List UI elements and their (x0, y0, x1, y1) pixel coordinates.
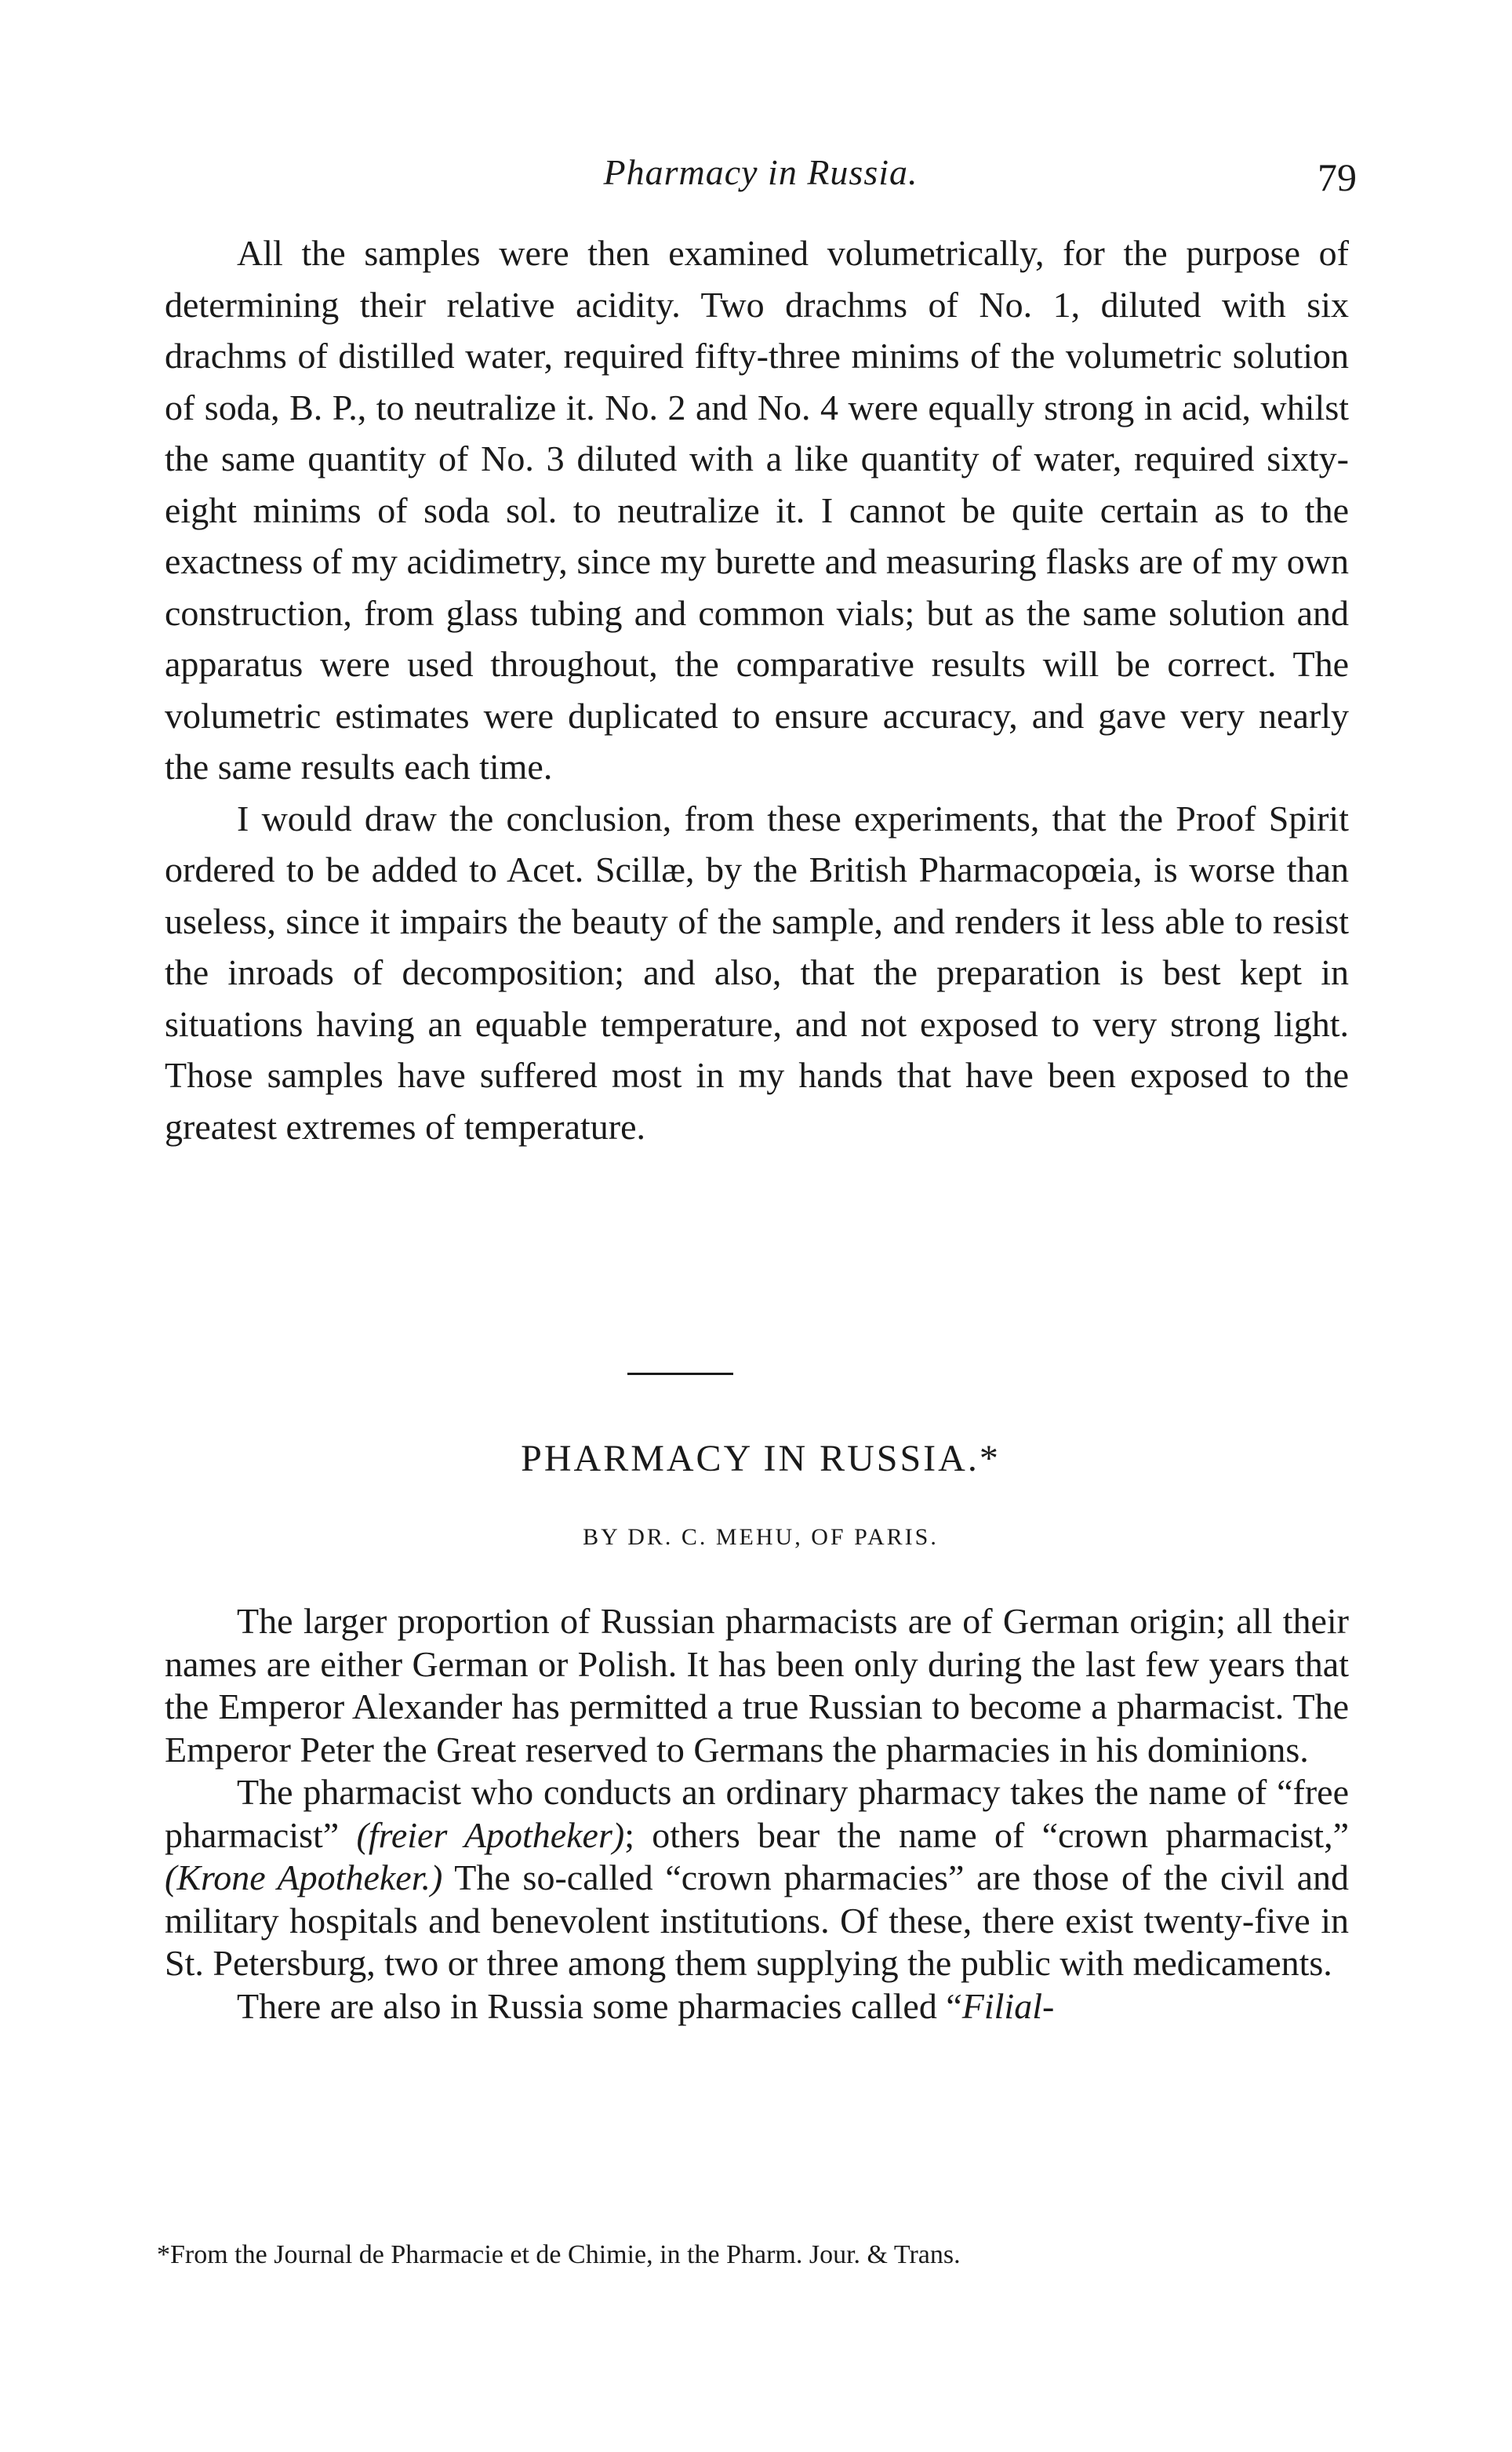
footnote: *From the Journal de Pharmacie et de Chimie, in the Pharm. Jour. & Trans. (157, 2240, 961, 2269)
article-body (165, 1600, 1349, 2028)
article-byline: BY DR. C. MEHU, OF PARIS. (583, 1524, 939, 1550)
running-head (165, 141, 1357, 204)
p3-filial: Filial- (961, 1985, 1055, 2026)
p2-text-c: ; others bear the name of “crown pharmacist,” (624, 1814, 1349, 1855)
paragraph-crown-pharmacies (165, 1771, 1349, 1985)
paragraph-acidity: All the samples were then examined volumetrically, for the purpose of determining their relative acidity. Two drachms of No. 1, diluted with six drachms of distilled water, required fifty-three minims of the volumetric solution of soda, B. P., to neutralize it. No. 2 and No. 4 were equally strong in acid, whilst the same quantity of No. 3 diluted with a like quantity of water, required sixty-eight minims of soda sol. to neutralize it. I cannot be quite certain as to the exactness of my acidimetry, since my burette and measuring flasks are of my own construction, from glass tubing and common vials; but as the same solution and apparatus were used throughout, the comparative results will be correct. The volumetric estimates were duplicated to ensure accuracy, and gave very nearly the same results each time. (165, 233, 1349, 787)
section-divider (627, 1373, 733, 1375)
p2-text-a: The pharmacist who conducts an ordinary pharmacy takes the name of “free pharmacist” (165, 1772, 1349, 1855)
upper-text-block (165, 227, 1349, 1152)
article-title: PHARMACY IN RUSSIA.* (521, 1438, 1001, 1479)
p2-freier-apotheker: (freier Apotheker) (356, 1814, 625, 1855)
running-title: Pharmacy in Russia. (603, 152, 918, 192)
paragraph-conclusion: I would draw the conclusion, from these experiments, that the Proof Spirit ordered to be added to Acet. Scillæ, by the British Pharmacopœia, is worse than useless, since it impairs the beauty of the sample, and renders it less able to resist the inroads of decomposition; and also, that the preparation is best kept in situations having an equable temperature, and not exposed to very strong light. Those samples have suffered most in my hands that have been exposed to the greatest extremes of temperature. (165, 798, 1349, 1147)
paragraph-filial (165, 1985, 1349, 2028)
paragraph-german-origin: The larger proportion of Russian pharmacists are of German origin; all their names are either German or Polish. It has been only during the last few years that the Emperor Alexander has permitted a true Russian to become a pharmacist. The Emperor Peter the Great reserved to Germans the pharmacies in his dominions. (165, 1601, 1349, 1770)
p3-text-a: There are also in Russia some pharmacies called “ (237, 1985, 962, 2026)
p2-krone-apotheker: (Krone Apotheker.) (165, 1857, 443, 1897)
page-number: 79 (1318, 155, 1357, 199)
p2-text-e: The so-called “crown pharmacies” are those of the civil and military hospitals and benevolent institutions. Of these, there exist twenty-five in St. Petersburg, two or three among them supplying the public with medicaments. (165, 1857, 1349, 1983)
